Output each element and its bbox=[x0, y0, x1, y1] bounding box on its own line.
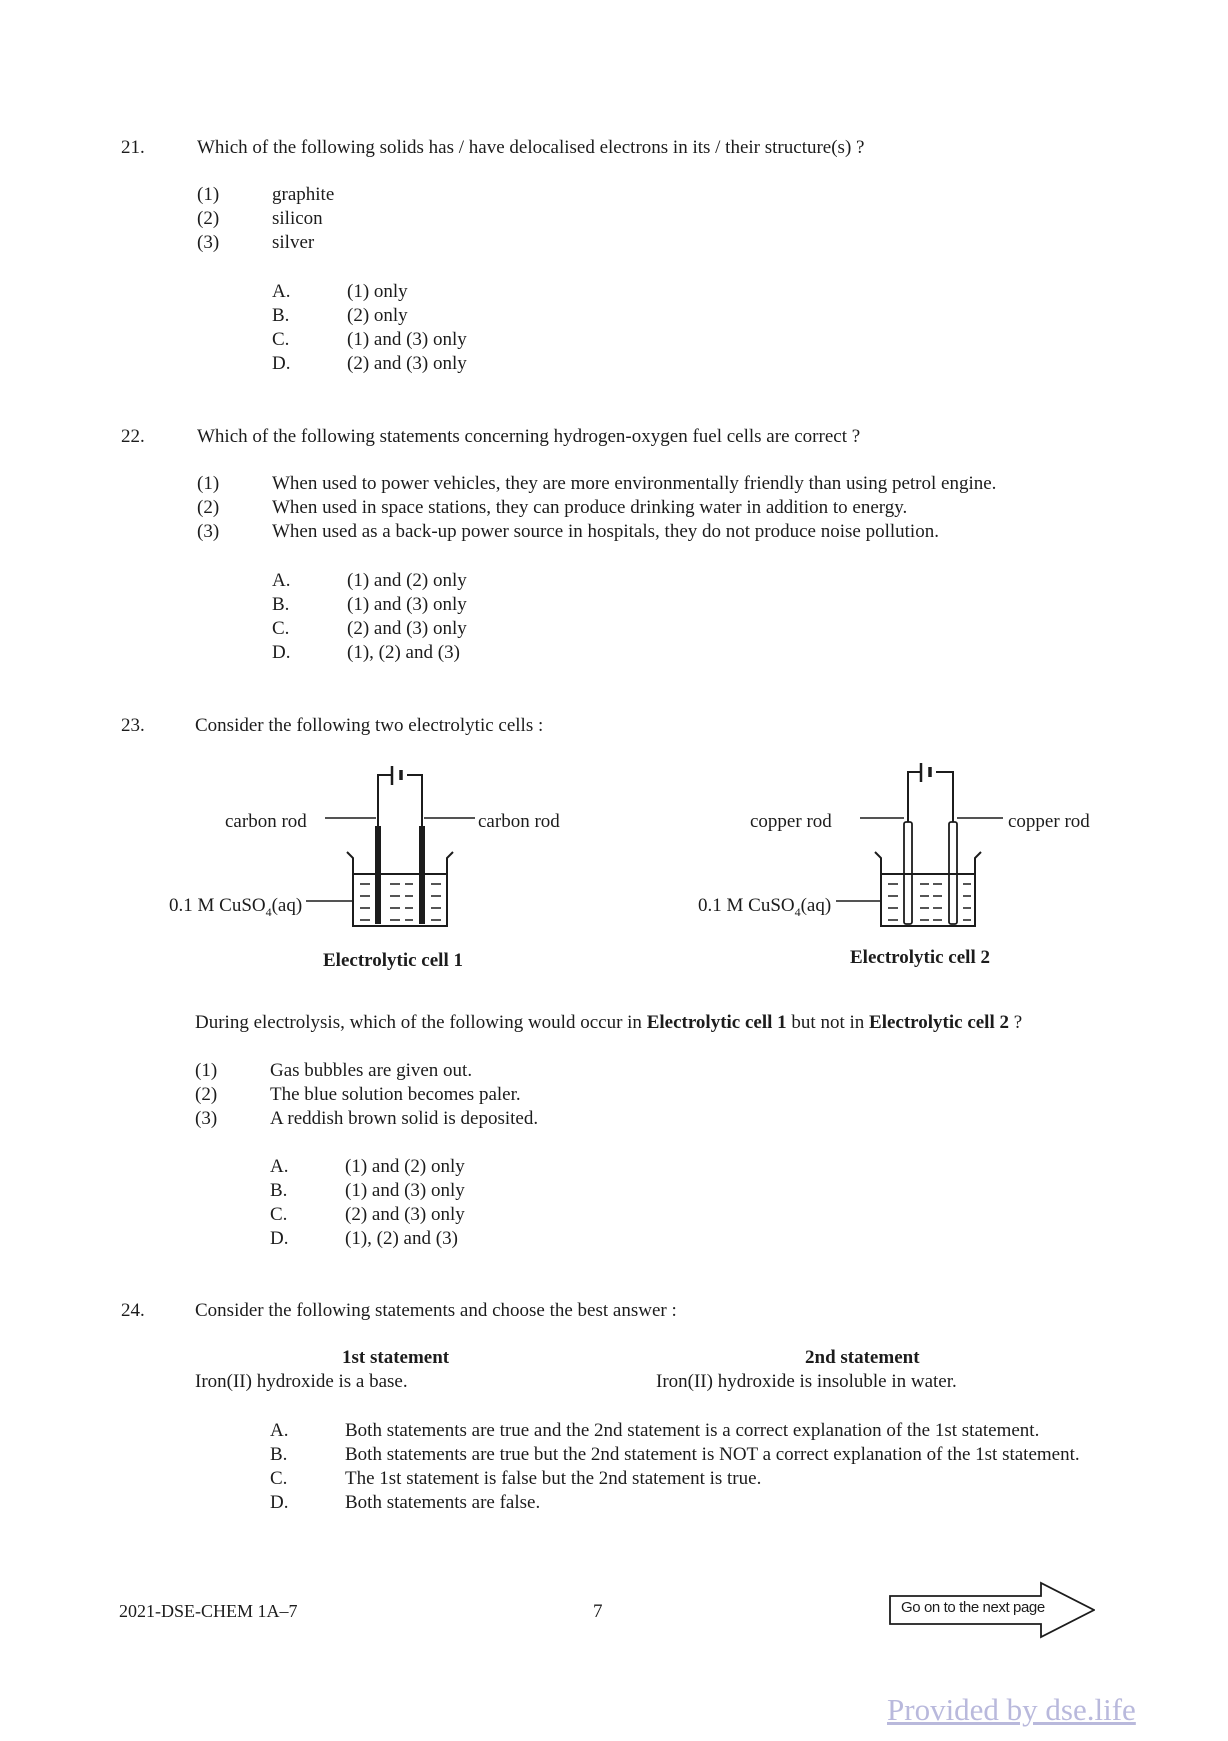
option-letter: C. bbox=[272, 329, 290, 350]
cell2-solution-label: 0.1 M CuSO$_4$(aq) bbox=[698, 895, 832, 919]
cell2-caption: Electrolytic cell 2 bbox=[850, 947, 990, 968]
list-item-label: (2) bbox=[197, 497, 220, 518]
paper-code: 2021-DSE-CHEM 1A–7 bbox=[119, 1601, 298, 1621]
cell2-left-label: copper rod bbox=[750, 811, 832, 832]
list-item: (2) bbox=[197, 208, 220, 229]
option-letter: A. bbox=[272, 570, 291, 591]
option-text: (2) only bbox=[347, 305, 408, 326]
option-letter: A. bbox=[270, 1420, 289, 1441]
option-letter: D. bbox=[272, 353, 291, 374]
list-item: (3) bbox=[197, 232, 220, 253]
list-item: graphite bbox=[272, 184, 335, 205]
list-item-label: (1) bbox=[195, 1060, 218, 1081]
cell2-solution-dashes bbox=[888, 884, 971, 920]
cell1-caption: Electrolytic cell 1 bbox=[323, 950, 463, 971]
list-item-label: (2) bbox=[195, 1084, 218, 1105]
first-statement-heading: 1st statement bbox=[342, 1347, 450, 1368]
next-page-arrow bbox=[889, 1581, 1095, 1639]
question-21-number: 21. bbox=[121, 137, 145, 158]
question-24-number: 24. bbox=[121, 1300, 145, 1321]
option-text: (1), (2) and (3) bbox=[347, 642, 460, 663]
second-statement-text: Iron(II) hydroxide is insoluble in water. bbox=[656, 1371, 957, 1392]
electrolytic-cell-2-diagram bbox=[838, 760, 1038, 960]
list-item-label: (3) bbox=[197, 521, 220, 542]
question-24-stem: Consider the following statements and choose the best answer : bbox=[195, 1300, 677, 1321]
cell1-wire-right bbox=[407, 775, 422, 826]
option-letter: B. bbox=[272, 594, 290, 615]
question-23-prompt: During electrolysis, which of the following would occur in Electrolytic cell 1 but not in Electrolytic cell 2 ? bbox=[195, 1012, 1023, 1033]
option-text: (1) and (3) only bbox=[347, 329, 467, 350]
list-item-text: Gas bubbles are given out. bbox=[270, 1060, 473, 1081]
cell2-right-label: copper rod bbox=[1008, 811, 1090, 832]
option-text: (2) and (3) only bbox=[345, 1204, 465, 1225]
list-item-text: A reddish brown solid is deposited. bbox=[270, 1108, 539, 1129]
option-letter: D. bbox=[270, 1228, 289, 1249]
electrolytic-cell-1-diagram bbox=[310, 760, 510, 960]
option-text: (1) and (2) only bbox=[345, 1156, 465, 1177]
list-item: silicon bbox=[272, 208, 323, 229]
list-item-text: When used to power vehicles, they are more environmentally friendly than using petrol engine. bbox=[272, 473, 997, 494]
question-23-number: 23. bbox=[121, 715, 145, 736]
cell1-solution-dashes bbox=[360, 884, 441, 920]
option-letter: D. bbox=[272, 642, 291, 663]
option-text: Both statements are true but the 2nd statement is NOT a correct explanation of the 1st statement. bbox=[345, 1444, 1080, 1465]
list-item-text: When used in space stations, they can produce drinking water in addition to energy. bbox=[272, 497, 908, 518]
option-text: (2) and (3) only bbox=[347, 353, 467, 374]
option-text: Both statements are false. bbox=[345, 1492, 541, 1513]
option-letter: B. bbox=[270, 1444, 288, 1465]
cell2-wire-left bbox=[908, 772, 920, 822]
option-letter: C. bbox=[270, 1204, 288, 1225]
cell1-wire-left bbox=[378, 775, 391, 826]
cell1-left-label: carbon rod bbox=[225, 811, 307, 832]
list-item-text: When used as a back-up power source in hospitals, they do not produce noise pollution. bbox=[272, 521, 939, 542]
first-statement-text: Iron(II) hydroxide is a base. bbox=[195, 1371, 408, 1392]
option-letter: B. bbox=[270, 1180, 288, 1201]
option-letter: D. bbox=[270, 1492, 289, 1513]
cell1-beaker bbox=[347, 852, 453, 926]
option-text: (1), (2) and (3) bbox=[345, 1228, 458, 1249]
option-text: (1) only bbox=[347, 281, 408, 302]
page-number: 7 bbox=[593, 1601, 603, 1622]
list-item-label: (1) bbox=[197, 473, 220, 494]
option-text: (1) and (3) only bbox=[345, 1180, 465, 1201]
cell1-right-carbon-rod bbox=[419, 826, 425, 924]
list-item: silver bbox=[272, 232, 315, 253]
option-text: (2) and (3) only bbox=[347, 618, 467, 639]
next-page-label: Go on to the next page bbox=[901, 1599, 1045, 1616]
option-letter: A. bbox=[272, 281, 291, 302]
second-statement-heading: 2nd statement bbox=[805, 1347, 920, 1368]
option-letter: C. bbox=[272, 618, 290, 639]
list-item: (1) bbox=[197, 184, 220, 205]
cell2-wire-right bbox=[936, 772, 953, 822]
option-text: (1) and (2) only bbox=[347, 570, 467, 591]
option-text: The 1st statement is false but the 2nd statement is true. bbox=[345, 1468, 762, 1489]
option-letter: A. bbox=[270, 1156, 289, 1177]
list-item-label: (3) bbox=[195, 1108, 218, 1129]
option-text: (1) and (3) only bbox=[347, 594, 467, 615]
question-23-stem: Consider the following two electrolytic cells : bbox=[195, 715, 544, 736]
option-letter: C. bbox=[270, 1468, 288, 1489]
question-21-stem: Which of the following solids has / have delocalised electrons in its / their structure(s) ? bbox=[197, 137, 865, 158]
list-item-text: The blue solution becomes paler. bbox=[270, 1084, 521, 1105]
watermark: Provided by dse.life bbox=[887, 1692, 1136, 1727]
option-letter: B. bbox=[272, 305, 290, 326]
cell2-beaker bbox=[875, 852, 981, 926]
question-22-stem: Which of the following statements concerning hydrogen-oxygen fuel cells are correct ? bbox=[197, 426, 861, 447]
cell1-right-label: carbon rod bbox=[478, 811, 560, 832]
cell1-left-carbon-rod bbox=[375, 826, 381, 924]
question-22-number: 22. bbox=[121, 426, 145, 447]
option-text: Both statements are true and the 2nd statement is a correct explanation of the 1st statement. bbox=[345, 1420, 1040, 1441]
cell1-solution-label: 0.1 M CuSO$_4$(aq) bbox=[169, 895, 303, 919]
